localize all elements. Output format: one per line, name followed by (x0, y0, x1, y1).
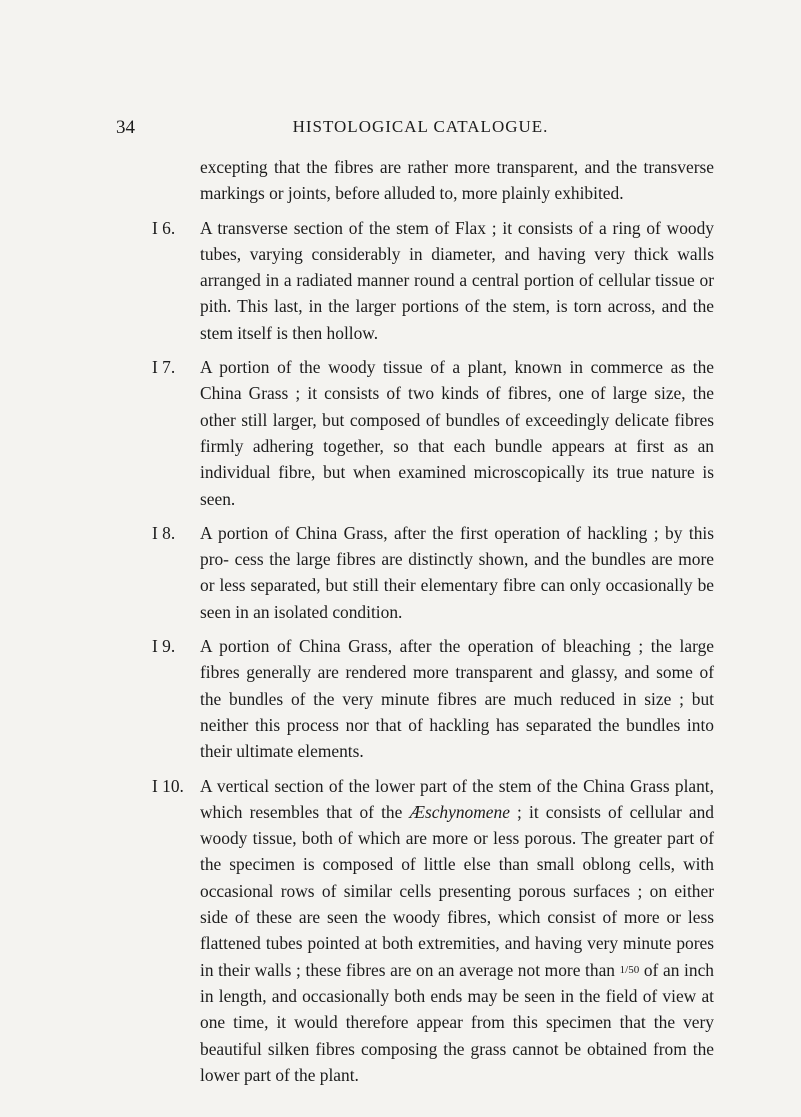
entry-text: A portion of China Grass, after the first operation of hackling ; by this pro- cess the large fibres are distinctly shown, and the bundles are more or less separated, but still their elementary fibre can only occasionally be seen in an isolated condition. (200, 522, 714, 622)
catalogue-entry-i7 (152, 354, 714, 512)
page-header (0, 117, 801, 143)
catalogue-text (152, 154, 714, 1096)
catalogue-entry-i8 (152, 520, 714, 625)
catalogue-entry-i9 (152, 633, 714, 764)
genus-name: Æschynomene (409, 801, 510, 822)
entry-text: A transverse section of the stem of Flax ; it consists of a ring of woody tubes, varying considerably in diameter, and having very thick walls arranged in a radiated manner round a central portion of cellular tissue or pith. This last, in the larger portions of the stem, is torn across, and the stem itself is then hollow. (200, 217, 714, 343)
continuation-paragraph: excepting that the fibres are rather more transparent, and the transverse markings or joints, before alluded to, more plainly exhibited. (200, 157, 714, 204)
running-title: HISTOLOGICAL CATALOGUE. (292, 117, 549, 136)
entry-text: A portion of the woody tissue of a plant, known in commerce as the China Grass ; it consists of two kinds of fibres, one of large size, the other still larger, but composed of bundles of exceedingly delicate fibres firmly adhering together, so that each bundle appears at first as an individual fibre, but when examined microscopically its true nature is seen. (200, 357, 714, 509)
page-number: 34 (116, 117, 135, 138)
entry-number: I 8. (152, 522, 176, 543)
entry-text-part: ; it consists of cellular and woody tissue, both of which are more or less porous. The greater part of the specimen is composed of little else than small oblong cells, with occasional rows of similar cells presenting porous surfaces ; on either side of these are seen the woody fibres, which consist of more or less flattened tubes pointed at both extremities, and having very minute pores in their walls ; these fibres are on an average not more than (200, 801, 714, 980)
entry-text: A portion of China Grass, after the operation of bleaching ; the large fibres generally are rendered more transparent and glassy, and some of the bundles of the very minute fibres are much reduced in size ; but neither this process nor that of hackling has separated the bundles into their ultimate elements. (200, 636, 714, 762)
catalogue-entry-i10 (152, 773, 714, 1089)
catalogue-entry-i6 (152, 215, 714, 346)
entry-text (200, 776, 714, 1085)
entry-number: I 7. (152, 357, 176, 378)
entry-number: I 9. (152, 636, 176, 657)
entry-text-part: of an inch in length, and occasionally both ends may be seen in the field of view at one time, it would therefore appear from this specimen that the very beautiful silken fibres composing the grass cannot be obtained from the lower part of the plant. (200, 959, 714, 1085)
entry-text-part: A vertical section of the lower part of the stem of the China Grass plant, which resembles that of the (200, 775, 714, 822)
entry-number: I 10. (152, 775, 184, 796)
entry-number: I 6. (152, 217, 176, 238)
fraction: 1/50 (619, 963, 640, 976)
